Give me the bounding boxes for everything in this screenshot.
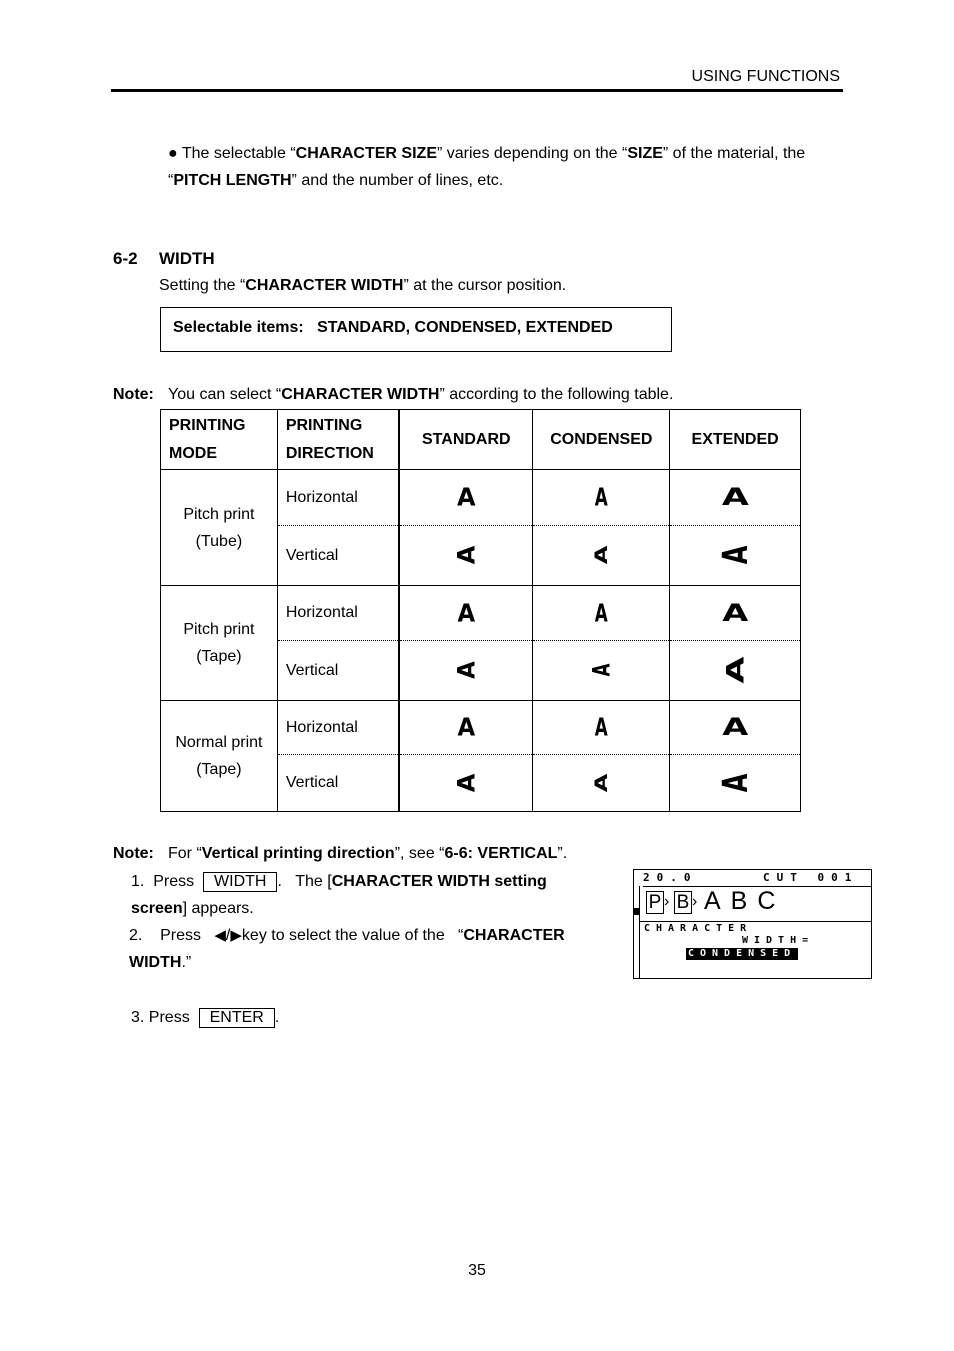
letter-a-glyph: A — [722, 598, 749, 627]
sample-extended-vertical — [670, 755, 801, 812]
letter-a-rotated-glyph: A — [591, 545, 612, 565]
sample-extended-vertical — [670, 526, 801, 586]
sample-standard-horizontal — [399, 586, 533, 641]
letter-a-glyph: A — [722, 713, 749, 741]
note-vertical-reference: Note: For “Vertical printing direction”, see “6-6: VERTICAL”. — [113, 845, 568, 862]
sample-condensed-vertical — [533, 641, 670, 701]
sample-condensed-vertical — [533, 755, 670, 812]
sample-standard-horizontal — [399, 701, 533, 755]
letter-a-rotated-glyph: A — [721, 656, 750, 684]
step-2: 2. Press ◀/▶key to select the value of the “CHARACTER WIDTH.” — [129, 926, 565, 971]
letter-a-rotated-glyph: A — [714, 773, 756, 792]
letter-a-rotated-glyph: A — [591, 773, 612, 792]
width-table — [160, 409, 801, 812]
sample-standard-horizontal — [399, 470, 533, 526]
bullet-note: ● The selectable “CHARACTER SIZE” varies depending on the “SIZE” of the material, the “PITCH LENGTH” and the number of lines, etc. — [168, 145, 806, 189]
selectable-items-text: Selectable items: STANDARD, CONDENSED, EXTENDED — [173, 319, 613, 336]
sample-extended-vertical — [670, 641, 801, 701]
step-1: 1. Press WIDTH . The [CHARACTER WIDTH setting screen] appears. — [131, 873, 547, 917]
note-table-intro: Note: You can select “CHARACTER WIDTH” according to the following table. — [113, 386, 674, 403]
sample-extended-horizontal — [670, 470, 801, 526]
lcd-prompt-line1: CHARACTER — [644, 923, 753, 934]
letter-a-glyph: A — [594, 597, 608, 628]
running-header: USING FUNCTIONS — [691, 68, 840, 85]
sample-condensed-horizontal — [533, 470, 670, 526]
letter-a-rotated-glyph: A — [714, 545, 756, 565]
sample-extended-horizontal — [670, 701, 801, 755]
header-rule — [111, 89, 843, 92]
mode-cell: Pitch print (Tape) — [161, 586, 278, 701]
direction-horizontal: Horizontal — [277, 701, 399, 755]
chevron-right-icon: › — [664, 893, 670, 910]
table-row — [161, 470, 801, 526]
direction-vertical: Vertical — [277, 641, 399, 701]
chevron-right-icon: › — [692, 893, 698, 910]
sample-condensed-vertical — [533, 526, 670, 586]
section-description: Setting the “CHARACTER WIDTH” at the cursor position. — [159, 277, 567, 294]
sample-standard-vertical — [399, 526, 533, 586]
enter-key[interactable]: ENTER — [199, 1008, 275, 1028]
lcd-p-box: P — [646, 891, 664, 914]
sample-extended-horizontal — [670, 586, 801, 641]
table-header-row — [161, 410, 801, 470]
mode-cell: Normal print (Tape) — [161, 701, 278, 812]
header-extended: EXTENDED — [670, 410, 801, 470]
direction-vertical: Vertical — [277, 755, 399, 812]
direction-horizontal: Horizontal — [277, 586, 399, 641]
sample-condensed-horizontal — [533, 586, 670, 641]
right-arrow-key-icon[interactable]: ▶ — [230, 926, 242, 944]
header-printing-direction: PRINTING DIRECTION — [277, 410, 399, 470]
sample-standard-vertical — [399, 641, 533, 701]
letter-a-rotated-glyph: A — [452, 661, 481, 679]
letter-a-glyph: A — [721, 483, 749, 511]
table-row — [161, 586, 801, 641]
header-condensed: CONDENSED — [533, 410, 670, 470]
lcd-status-bar — [643, 870, 871, 887]
letter-a-glyph: A — [457, 597, 476, 628]
letter-a-rotated-glyph: A — [452, 773, 481, 792]
header-printing-mode: PRINTING MODE — [161, 410, 278, 470]
lcd-input-text: ABC — [704, 887, 786, 915]
lcd-text-area — [640, 886, 871, 922]
lcd-screen — [633, 869, 872, 979]
selectable-items-box — [160, 307, 672, 352]
letter-a-glyph: A — [594, 712, 608, 742]
letter-a-glyph: A — [594, 482, 608, 512]
section-heading: 6-2 WIDTH — [113, 249, 215, 268]
lcd-size: 20.0 — [643, 871, 698, 884]
table-row — [161, 701, 801, 755]
direction-horizontal: Horizontal — [277, 470, 399, 526]
step-3: 3. Press ENTER . — [131, 1009, 280, 1026]
header-standard: STANDARD — [399, 410, 533, 470]
sample-standard-vertical — [399, 755, 533, 812]
letter-a-glyph: A — [457, 712, 476, 742]
lcd-prompt-line2: WIDTH= — [742, 935, 815, 946]
width-key[interactable]: WIDTH — [203, 872, 277, 892]
lcd-selected-value: CONDENSED — [688, 948, 797, 959]
letter-a-glyph: A — [457, 482, 476, 512]
letter-a-rotated-glyph: A — [587, 663, 616, 677]
mode-cell: Pitch print (Tube) — [161, 470, 278, 586]
lcd-cursor-mark — [634, 908, 639, 915]
left-arrow-key-icon[interactable]: ◀ — [214, 926, 226, 944]
lcd-cut-counter: CUT 001 — [763, 871, 859, 884]
sample-condensed-horizontal — [533, 701, 670, 755]
page-number: 35 — [468, 1262, 486, 1279]
letter-a-rotated-glyph: A — [452, 545, 481, 565]
direction-vertical: Vertical — [277, 526, 399, 586]
lcd-b-box: B — [674, 891, 692, 914]
